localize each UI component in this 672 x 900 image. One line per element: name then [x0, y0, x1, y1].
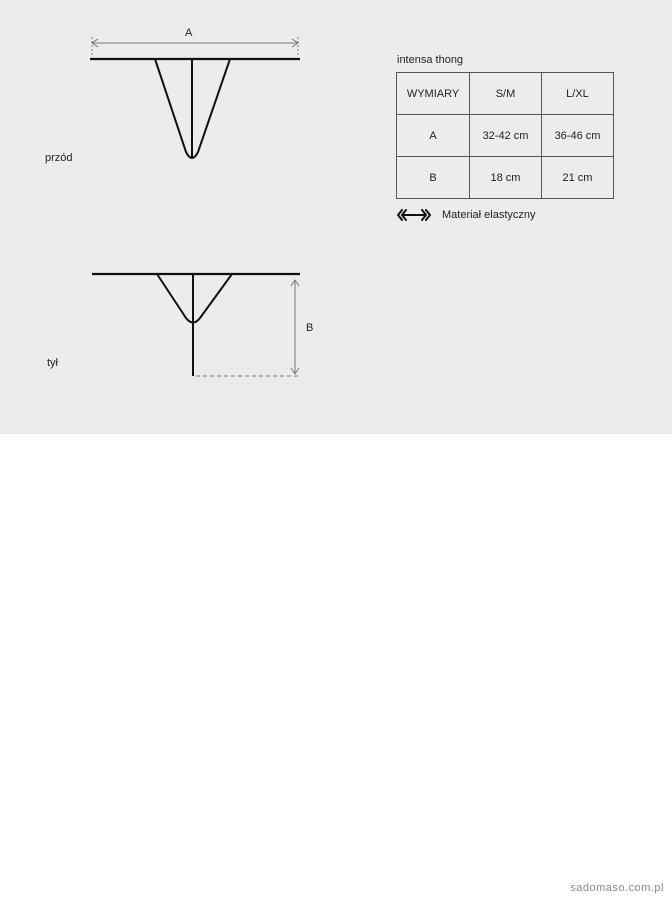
front-label: przód	[45, 152, 73, 164]
dimension-a-label: A	[185, 27, 193, 39]
table-row	[397, 115, 614, 157]
table-header-cell: S/M	[470, 73, 542, 115]
back-label: tył	[47, 357, 58, 369]
elastic-arrows-icon	[396, 209, 432, 221]
table-header-cell: L/XL	[542, 73, 614, 115]
dimension-a-line	[92, 37, 298, 55]
table-cell: 21 cm	[542, 157, 614, 199]
back-v-panel	[157, 274, 232, 323]
table-row	[397, 157, 614, 199]
dimension-b-label: B	[306, 322, 314, 334]
table-header-row	[397, 73, 614, 115]
spec-panel	[0, 0, 672, 434]
table-header-cell: WYMIARY	[397, 73, 470, 115]
product-title: intensa thong	[397, 54, 464, 66]
table-cell: 32-42 cm	[470, 115, 542, 157]
dimension-b-line	[196, 280, 300, 376]
back-view	[92, 274, 300, 376]
legend-text: Materiał elastyczny	[442, 209, 536, 221]
table-cell: B	[397, 157, 470, 199]
watermark: sadomaso.com.pl	[570, 882, 664, 894]
thong-diagram	[0, 0, 672, 434]
table-cell: 36-46 cm	[542, 115, 614, 157]
table-cell: A	[397, 115, 470, 157]
front-view	[90, 37, 300, 158]
table-cell: 18 cm	[470, 157, 542, 199]
size-table	[396, 72, 614, 199]
